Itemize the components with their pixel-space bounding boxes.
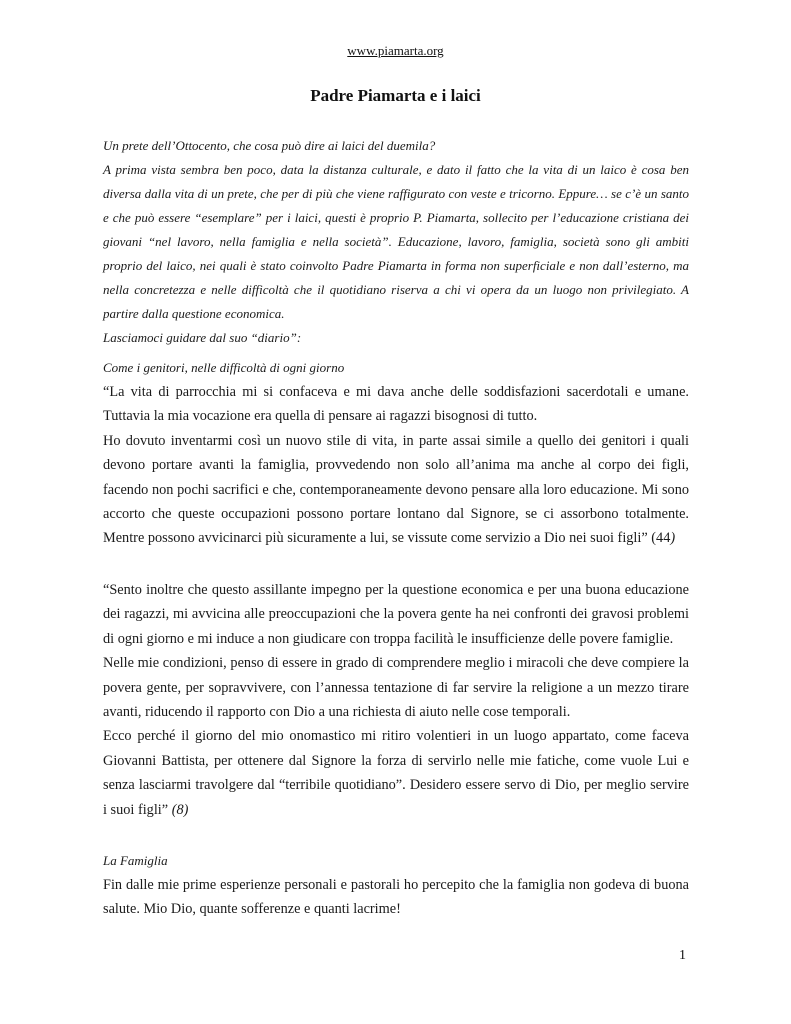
page-title: Padre Piamarta e i laici: [310, 86, 481, 105]
section-heading-famiglia: La Famiglia: [103, 853, 168, 868]
intro-question: Un prete dell’Ottocento, che cosa può dire ai laici del duemila?: [103, 138, 436, 153]
paragraph: [103, 724, 689, 822]
page-number: 1: [679, 948, 686, 963]
section-questione-economica: [103, 578, 689, 822]
paragraph-text: Ecco perché il giorno del mio onomastico mi ritiro volentieri in un luogo appartato, come faceva Giovanni Battista, per ottenere dal Signore la forza di servirlo nelle mie fatiche, come vuole Lui e senza lasciarmi travolgere dal “terribile quotidiano”. Desidero essere servo di Dio, per meglio servire i suoi figli”: [103, 728, 689, 818]
section-genitori: [103, 356, 689, 551]
paragraph: Fin dalle mie prime esperienze personali e pastorali ho percepito che la famiglia non godeva di buona salute. Mio Dio, quante sofferenze e quanti lacrime!: [103, 877, 689, 918]
section-famiglia: [103, 849, 689, 922]
intro-closing: Lasciamoci guidare dal suo “diario”:: [103, 330, 302, 345]
reference-end: ): [670, 530, 676, 547]
paragraph: “Sento inoltre che questo assillante impegno per la questione economica e per una buona educazione dei ragazzi, mi avvicina alle preoccupazioni che la povera gente ha nei confronti dei gravosi problemi di ogni giorno e mi induce a non giudicare con troppa facilità le insufficienze delle povere famiglie.: [103, 582, 689, 647]
paragraph: “La vita di parrocchia mi si confaceva e mi dava anche delle soddisfazioni sacerdotali e umane. Tuttavia la mia vocazione era quella di pensare ai ragazzi bisognosi di tutto.: [103, 384, 689, 425]
paragraph: [103, 429, 689, 551]
paragraph-text: Ho dovuto inventarmi così un nuovo stile di vita, in parte assai simile a quello dei genitori i quali devono portare avanti la famiglia, provvedendo non solo all’anima ma anche al corpo dei figli, facendo non pochi sacrifici e che, contemporaneamente devono pensare alla loro educazione. Mi sono accorto che queste occupazioni possono portare lontano dal Signore, se ci assorbono totalmente. Mentre possono avvicinarci più sicuramente a lui, se vissute come servizio a Dio nei suoi figli” (44: [103, 432, 689, 547]
site-url-link[interactable]: www.piamarta.org: [347, 43, 444, 58]
paragraph: Nelle mie condizioni, penso di essere in grado di comprendere meglio i miracoli che deve compiere la povera gente, per sopravvivere, con l’annessa tentazione di far servire la religione a un mezzo tirare avanti, riducendo il rapporto con Dio a una richiesta di aiuto nelle cose temporali.: [103, 655, 689, 721]
reference: (8): [171, 801, 189, 818]
intro-body: A prima vista sembra ben poco, data la distanza culturale, e dato il fatto che la vita di un laico è cosa ben diversa dalla vita di un prete, che per di più che viene raffigurato con veste e tricorno. Eppure… se c’è un santo e che può essere “esemplare” per i laici, questi è proprio P. Piamarta, sollecito per l’educazione cristiana dei giovani “nel lavoro, nella famiglia e nella società”. Educazione, lavoro, famiglia, società sono gli ambiti proprio del laico, nei quali è stato coinvolto Padre Piamarta in forma non superficiale e non dall’esterno, ma nella concretezza e nelle difficoltà che il quotidiano riserva a chi vi opera da un luogo non privilegiato. A partire dalla questione economica.: [103, 162, 689, 321]
intro-section: [103, 134, 689, 350]
section-heading-genitori: Come i genitori, nelle difficoltà di ogni giorno: [103, 360, 345, 375]
